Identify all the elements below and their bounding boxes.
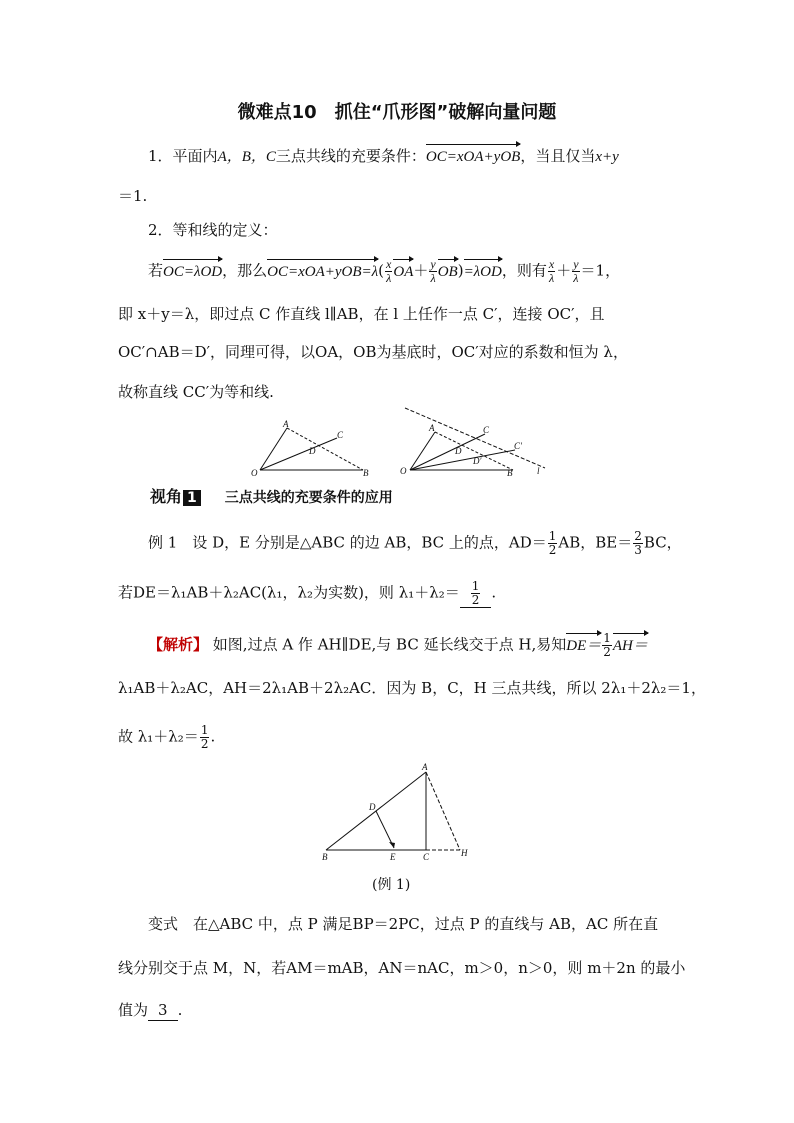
- paragraph-line-6: 故称直线 CC′为等和线.: [118, 383, 274, 401]
- text: ＝1，: [580, 261, 621, 280]
- figure-caption: (例 1): [372, 877, 411, 893]
- label-C: C: [423, 852, 430, 862]
- label-A: A: [422, 762, 428, 772]
- fraction: $\frac{2}{3}$: [634, 529, 642, 557]
- text: .: [177, 1001, 183, 1019]
- variant-line-1: 变式 在△ABC 中，点 P 满足BP＝2PC，过点 P 的直线与 AB，AC 所在直: [148, 915, 659, 933]
- text: 等和线的定义：: [172, 221, 278, 239]
- label-l: l: [537, 466, 540, 476]
- viewpoint-label: 视角: [150, 487, 183, 506]
- vector-eq: =λOD: [463, 263, 502, 280]
- variant-line-2: 线分别交于点 M，N，若AM＝mAB，AN＝nAC，m＞0，n＞0，则 m＋2n 的最小: [118, 959, 686, 977]
- label-E: E: [390, 852, 396, 862]
- paragraph-line-4: 即 x＋y＝λ，即过点 C 作直线 l∥AB，在 l 上任作一点 C′，连接 OC′，且: [118, 305, 605, 323]
- label-B: B: [363, 468, 369, 478]
- text: .: [210, 727, 216, 746]
- label-B: B: [507, 468, 513, 478]
- text: ，则有: [501, 261, 547, 280]
- text: 例 1 设 D，E 分别是△ABC 的边 AB，BC 上的点，AD＝: [148, 533, 547, 552]
- label-A: A: [429, 423, 435, 433]
- label-A: A: [283, 419, 289, 429]
- label-C: C: [483, 425, 490, 435]
- text: ，那么: [222, 261, 268, 280]
- solution-line-2: λ₁AB＋λ₂AC，AH＝2λ₁AB＋2λ₂AC．因为 B，C，H 三点共线，所以 2λ₁＋2λ₂＝1，: [118, 679, 706, 697]
- label-C: C: [337, 430, 344, 440]
- text: .: [491, 583, 497, 602]
- text: 若DE＝λ₁AB＋λ₂AC(λ₁，λ₂为实数)，则 λ₁＋λ₂＝: [118, 583, 460, 602]
- example-1-line-2: [118, 580, 496, 608]
- fraction: $\frac{y}{\lambda}$: [430, 257, 436, 285]
- paragraph-line-5: OC′∩AB＝D′，同理可得，以OA，OB为基底时，OC′对应的系数和恒为 λ，: [118, 343, 628, 361]
- vector-eq: OC=λOD: [163, 263, 223, 280]
- example-1-line: [148, 530, 682, 557]
- text: 若: [148, 261, 164, 280]
- label-D-prime: D′: [473, 456, 482, 466]
- text: 三点共线的充要条件：: [275, 147, 426, 165]
- fraction: $\frac{1}{2}$: [548, 529, 557, 557]
- figure-2: [395, 406, 555, 478]
- vector-eq: AH＝: [612, 637, 648, 654]
- vector-formula: OC=xOA+yOB: [425, 149, 521, 165]
- points: A，B，C: [217, 149, 276, 165]
- figure-1: [245, 418, 375, 478]
- point-1-line: [148, 146, 619, 167]
- vector-eq: DE＝: [566, 637, 602, 654]
- answer-blank: $\frac{1}{2}$: [460, 580, 492, 608]
- point-number: 2．: [148, 221, 173, 239]
- fraction: $\frac{x}{\lambda}$: [548, 257, 555, 285]
- solution-line-3: [118, 724, 215, 751]
- label-C-prime: C′: [514, 441, 522, 451]
- label-O: O: [251, 468, 258, 478]
- solution-tag: 【解析】: [148, 635, 209, 654]
- solution-line-1: [148, 632, 648, 659]
- point-1-continued: ＝1.: [118, 187, 148, 205]
- viewpoint-badge: 1: [183, 490, 201, 506]
- text: 值为: [118, 1001, 149, 1019]
- label-D: D: [455, 446, 462, 456]
- text: 如图,过点 A 作 AH∥DE,与 BC 延长线交于点 H,易知: [212, 635, 567, 654]
- equal-sum-definition-line: 若OC=λOD，那么OC=xOA+yOB=λ( $\frac{x}{\lambda}$ OA＋ $\frac{y}{\lambda}$ OB)=λOD，则有 $\frac{x}{\lambda}$ ＋ $\frac{y}{\lambda}$ ＝1，: [148, 257, 621, 285]
- label-H: H: [461, 848, 468, 858]
- viewpoint-heading: [150, 484, 393, 507]
- fraction: $\frac{1}{2}$: [200, 723, 209, 751]
- fraction: $\frac{1}{2}$: [603, 631, 611, 659]
- text: 平面内: [172, 147, 218, 165]
- viewpoint-title: 三点共线的充要条件的应用: [224, 490, 393, 506]
- condition: x+y: [595, 149, 619, 165]
- label-O: O: [400, 466, 407, 476]
- fraction: $\frac{x}{\lambda}$: [386, 257, 392, 285]
- label-B: B: [322, 852, 328, 862]
- fraction: $\frac{y}{\lambda}$: [573, 257, 579, 285]
- text: 故 λ₁＋λ₂＝: [118, 727, 199, 746]
- figure-3: [318, 762, 478, 866]
- vector-eq: OC=xOA+yOB=λ: [267, 263, 379, 280]
- label-D: D: [369, 802, 376, 812]
- page-title: 微难点10 抓住“爪形图”破解向量问题: [237, 102, 557, 123]
- variant-line-3: [118, 1000, 182, 1021]
- text: AB，BE＝: [558, 533, 633, 552]
- answer-blank: 3: [148, 1000, 178, 1021]
- point-2-line: [148, 220, 278, 240]
- text: ，当且仅当: [520, 147, 596, 165]
- text: BC，: [643, 533, 682, 552]
- label-D: D: [309, 446, 316, 456]
- point-number: 1．: [148, 147, 173, 165]
